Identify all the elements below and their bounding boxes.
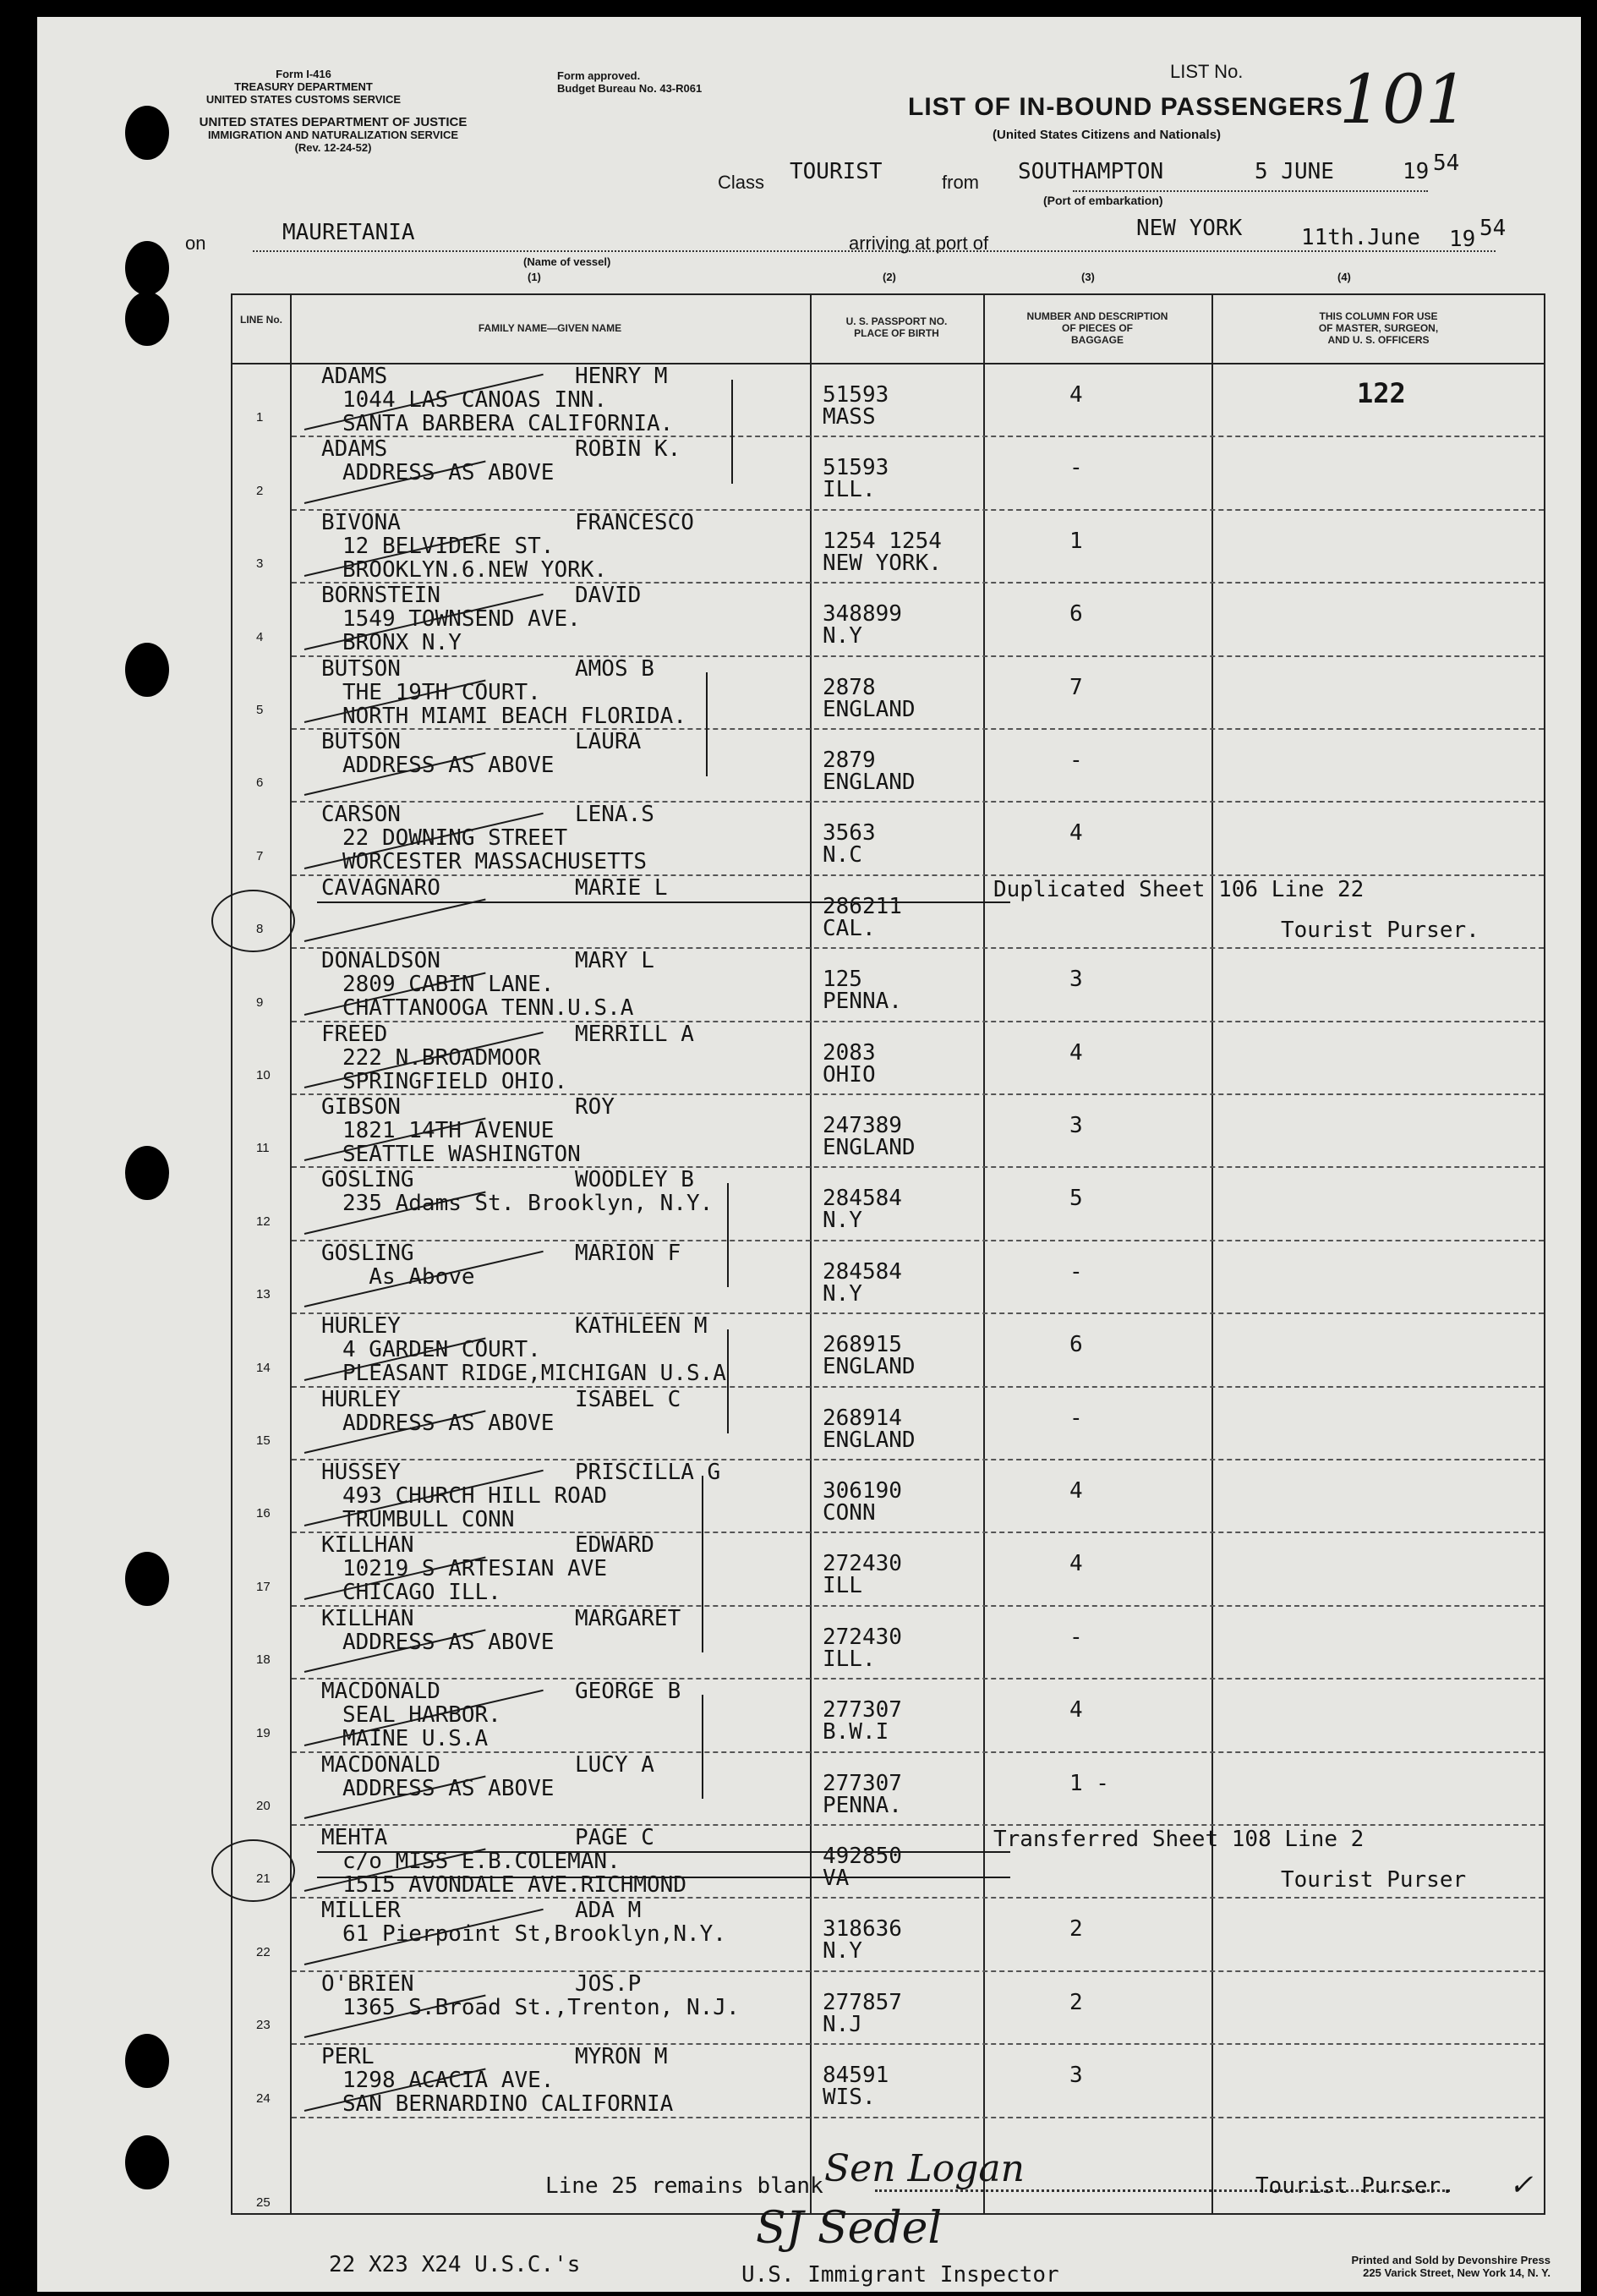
place-of-birth: N.C — [823, 842, 862, 868]
punch-hole — [125, 1146, 169, 1200]
place-of-birth: N.J — [823, 2012, 862, 2037]
title-subtitle: (United States Citizens and Nationals) — [993, 128, 1222, 142]
line-number: 2 — [256, 484, 264, 498]
family-name: MACDONALD — [321, 1679, 440, 1704]
col-header-officers — [1216, 310, 1541, 346]
baggage-count: 4 — [1069, 1697, 1083, 1723]
passport-number: 277307 — [823, 1771, 902, 1796]
row-divider — [292, 874, 1544, 876]
form-number: Form I-416 — [276, 68, 331, 80]
immigration-service: IMMIGRATION AND NATURALIZATION SERVICE — [207, 129, 459, 141]
place-of-birth: VA — [823, 1866, 850, 1891]
line-number: 14 — [256, 1361, 271, 1375]
arrival-year: 54 — [1479, 216, 1507, 241]
baggage-count: 2 — [1069, 1916, 1083, 1942]
punch-hole — [125, 241, 169, 295]
family-name: GIBSON — [321, 1094, 401, 1120]
given-name: HENRY M — [575, 364, 668, 389]
given-name: JOS.P — [575, 1971, 642, 1997]
row-divider — [292, 1166, 1544, 1168]
baggage-count: 5 — [1069, 1186, 1083, 1211]
family-bracket — [702, 1476, 703, 1652]
row-divider — [292, 509, 1544, 511]
passport-number: 2878 — [823, 675, 876, 700]
line-25-purser: Tourist Purser. — [1255, 2173, 1454, 2199]
line-number: 19 — [256, 1726, 271, 1740]
address-line: MAINE U.S.A — [342, 1726, 489, 1751]
baggage-count: - — [1069, 455, 1083, 480]
col-index-3: (3) — [1081, 271, 1095, 283]
row-divider — [292, 728, 1544, 730]
line-number: 23 — [256, 2018, 271, 2032]
row-divider — [292, 1386, 1544, 1388]
given-name: MERRILL A — [575, 1022, 694, 1047]
given-name: DAVID — [575, 583, 642, 608]
circle-mark — [211, 890, 295, 952]
family-bracket — [727, 1329, 729, 1433]
given-name: EDWARD — [575, 1532, 654, 1558]
family-name: BIVONA — [321, 510, 401, 535]
header-divider — [232, 363, 1544, 364]
line-number: 11 — [256, 1141, 270, 1155]
purser-signature: Sen Logan — [824, 2147, 1025, 2190]
list-number-label: LIST No. — [1170, 61, 1244, 82]
place-of-birth: OHIO — [823, 1062, 876, 1088]
treasury-department: TREASURY DEPARTMENT — [234, 80, 373, 93]
address-line: 1821 14TH AVENUE — [342, 1118, 555, 1143]
punch-hole — [125, 106, 169, 160]
given-name: ISABEL C — [575, 1387, 681, 1412]
address-line: 10219 S ARTESIAN AVE — [342, 1556, 608, 1581]
punch-hole — [125, 292, 169, 346]
passport-number: 286211 — [823, 894, 902, 919]
address-line: SAN BERNARDINO CALIFORNIA — [342, 2091, 674, 2117]
given-name: MARGARET — [575, 1606, 681, 1631]
col-header-officers-line1: THIS COLUMN FOR USE — [1319, 310, 1438, 322]
baggage-count: Duplicated Sheet 106 Line 22 — [993, 877, 1365, 902]
baggage-count: 3 — [1069, 967, 1083, 992]
family-name: BUTSON — [321, 729, 401, 754]
given-name: MYRON M — [575, 2044, 668, 2069]
row-divider — [292, 2117, 1544, 2118]
passport-number: 277857 — [823, 1990, 902, 2015]
passport-number: 272430 — [823, 1551, 902, 1576]
col-header-passport-line1: U. S. PASSPORT NO. — [845, 315, 948, 327]
address-line: 222 N.BROADMOOR — [342, 1045, 541, 1071]
family-name: GOSLING — [321, 1241, 414, 1266]
address-line: 22 DOWNING STREET — [342, 825, 568, 851]
given-name: WOODLEY B — [575, 1167, 694, 1192]
circle-mark — [211, 1839, 295, 1902]
line-number: 8 — [256, 922, 264, 936]
row-divider — [292, 1312, 1544, 1314]
row-divider — [292, 801, 1544, 803]
arrival-port: NEW YORK — [1136, 216, 1243, 241]
baggage-count: - — [1069, 1625, 1083, 1650]
arriving-label: arriving at port of — [849, 233, 989, 254]
passport-number: 51593 — [823, 382, 889, 408]
col-header-officers-line3: AND U. S. OFFICERS — [1327, 334, 1430, 346]
family-name: MILLER — [321, 1898, 401, 1923]
address-line: ADDRESS AS ABOVE — [342, 1776, 555, 1801]
address-line: As Above — [342, 1264, 475, 1290]
family-name: BORNSTEIN — [321, 583, 440, 608]
row-divider — [292, 436, 1544, 437]
row-divider — [292, 1897, 1544, 1899]
baggage-count: - — [1069, 1259, 1083, 1285]
place-of-birth: PENNA. — [823, 989, 902, 1014]
row-divider — [292, 947, 1544, 949]
officer-note: Tourist Purser — [1281, 1867, 1467, 1893]
baggage-count: 4 — [1069, 382, 1083, 408]
family-name: ADAMS — [321, 364, 388, 389]
family-name: KILLHAN — [321, 1532, 414, 1558]
baggage-count: 4 — [1069, 1478, 1083, 1504]
officer-note: Tourist Purser. — [1281, 918, 1479, 943]
address-line: CHICAGO ILL. — [342, 1580, 501, 1605]
passport-number: 348899 — [823, 601, 902, 627]
family-bracket — [706, 672, 708, 776]
line-number: 21 — [256, 1871, 271, 1886]
given-name: MARION F — [575, 1241, 681, 1266]
form-approved-label: Form approved. — [557, 69, 641, 82]
family-name: BUTSON — [321, 656, 401, 682]
passport-number: 125 — [823, 967, 862, 992]
address-line: BRONX N.Y — [342, 630, 462, 655]
printer-name: Printed and Sold by Devonshire Press — [1351, 2254, 1551, 2266]
address-line: CHATTANOOGA TENN.U.S.A — [342, 995, 634, 1021]
address-line: 493 CHURCH HILL ROAD — [342, 1483, 608, 1509]
row-divider — [292, 1824, 1544, 1826]
family-name: DONALDSON — [321, 948, 440, 973]
col-header-line-no: LINE No. — [240, 314, 282, 326]
footer-count: 22 X23 X24 U.S.C.'s — [329, 2252, 581, 2277]
line-number: 24 — [256, 2091, 271, 2106]
family-name: KILLHAN — [321, 1606, 414, 1631]
baggage-count: 6 — [1069, 601, 1083, 627]
form-approval — [557, 69, 811, 95]
baggage-count: 2 — [1069, 1990, 1083, 2015]
passport-number: 2879 — [823, 748, 876, 773]
place-of-birth: N.Y — [823, 1208, 862, 1233]
line-25-checkmark: ✓ — [1509, 2168, 1534, 2202]
baggage-count: 4 — [1069, 1040, 1083, 1066]
punch-hole — [125, 1552, 169, 1606]
family-name: HUSSEY — [321, 1460, 401, 1485]
passport-number: 318636 — [823, 1916, 902, 1942]
customs-service: UNITED STATES CUSTOMS SERVICE — [205, 93, 402, 106]
given-name: PAGE C — [575, 1825, 654, 1850]
page-title: LIST OF IN-BOUND PASSENGERS — [908, 93, 1343, 121]
address-line: PLEASANT RIDGE,MICHIGAN U.S.A — [342, 1361, 726, 1386]
baggage-count: - — [1069, 748, 1083, 773]
printer-imprint — [1212, 2254, 1551, 2279]
col-header-officers-line2: OF MASTER, SURGEON, — [1318, 322, 1439, 334]
line-number: 10 — [256, 1068, 271, 1082]
col-header-baggage-line2: OF PIECES OF — [1061, 322, 1133, 334]
baggage-count: 1 — [1069, 529, 1083, 554]
col-header-baggage-line3: BAGGAGE — [1070, 334, 1124, 346]
address-line: TRUMBULL CONN — [342, 1507, 515, 1532]
address-line: 2809 CABIN LANE. — [342, 972, 555, 997]
place-of-birth: ILL. — [823, 1647, 876, 1672]
officer-note: 122 — [1357, 377, 1406, 409]
col-index-4: (4) — [1337, 271, 1351, 283]
strike-line — [317, 1851, 1010, 1853]
given-name: ROY — [575, 1094, 615, 1120]
place-of-birth: N.Y — [823, 623, 862, 649]
baggage-count: Transferred Sheet 108 Line 2 — [993, 1827, 1365, 1852]
printer-address: 225 Varick Street, New York 14, N. Y. — [1363, 2266, 1551, 2279]
col-index-2: (2) — [883, 271, 896, 283]
given-name: AMOS B — [575, 656, 654, 682]
row-divider — [292, 1532, 1544, 1533]
line-number-25: 25 — [256, 2195, 271, 2210]
given-name: FRANCESCO — [575, 510, 694, 535]
line-number: 20 — [256, 1799, 271, 1813]
family-name: HURLEY — [321, 1313, 401, 1339]
address-line: 1515 AVONDALE AVE.RICHMOND — [342, 1872, 686, 1898]
address-line: 235 Adams St. Brooklyn, N.Y. — [342, 1191, 714, 1216]
budget-bureau-number: Budget Bureau No. 43-R061 — [557, 82, 703, 95]
departure-year-prefix: 19 — [1403, 159, 1430, 184]
row-divider — [292, 1678, 1544, 1680]
line-number: 15 — [256, 1433, 271, 1448]
baggage-count: 3 — [1069, 2063, 1083, 2088]
address-line: 4 GARDEN COURT. — [342, 1337, 541, 1362]
given-name: ADA M — [575, 1898, 642, 1923]
place-of-birth: ENGLAND — [823, 1135, 916, 1160]
row-divider — [292, 1093, 1544, 1095]
strike-line — [317, 901, 1010, 903]
family-name: O'BRIEN — [321, 1971, 414, 1997]
on-label: on — [185, 233, 206, 254]
list-number: 101 — [1339, 60, 1468, 139]
col-header-baggage — [987, 310, 1207, 346]
class-value: TOURIST — [790, 159, 883, 184]
family-name: ADAMS — [321, 436, 388, 462]
passport-number: 268914 — [823, 1406, 902, 1431]
family-name: FREED — [321, 1022, 388, 1047]
baggage-count: 6 — [1069, 1332, 1083, 1357]
passport-number: 51593 — [823, 455, 889, 480]
address-line: SANTA BARBERA CALIFORNIA. — [342, 411, 674, 436]
line-number: 18 — [256, 1652, 271, 1667]
form-header-treasury — [168, 68, 439, 106]
vessel-caption: (Name of vessel) — [523, 255, 611, 268]
baggage-count: 3 — [1069, 1113, 1083, 1138]
place-of-birth: B.W.I — [823, 1719, 889, 1745]
line-25-remark: Line 25 remains blank — [545, 2173, 823, 2199]
place-of-birth: N.Y — [823, 1938, 862, 1964]
line-number: 12 — [256, 1214, 271, 1229]
line-number: 5 — [256, 703, 264, 717]
baggage-count: 1 - — [1069, 1771, 1109, 1796]
passport-number: 3563 — [823, 820, 876, 846]
place-of-birth: MASS — [823, 404, 876, 430]
place-of-birth: NEW YORK. — [823, 551, 942, 576]
row-divider — [292, 1970, 1544, 1972]
given-name: GEORGE B — [575, 1679, 681, 1704]
place-of-birth: ILL. — [823, 477, 876, 502]
place-of-birth: WIS. — [823, 2085, 876, 2110]
col-index-1: (1) — [528, 271, 541, 283]
family-name: CAVAGNARO — [321, 875, 440, 901]
row-divider — [292, 1240, 1544, 1241]
passport-number: 277307 — [823, 1697, 902, 1723]
address-line: THE 19TH COURT. — [342, 680, 541, 705]
address-line: 1298 ACACIA AVE. — [342, 2068, 555, 2093]
passport-number: 492850 — [823, 1844, 902, 1869]
passport-number: 1254 1254 — [823, 529, 942, 554]
baggage-count: - — [1069, 1406, 1083, 1431]
line-number: 6 — [256, 775, 264, 790]
baggage-count: 4 — [1069, 1551, 1083, 1576]
punch-hole — [125, 2034, 169, 2088]
line-number: 17 — [256, 1580, 271, 1594]
address-line: 1549 TOWNSEND AVE. — [342, 606, 581, 632]
punch-hole — [125, 2135, 169, 2189]
address-line: ADDRESS AS ABOVE — [342, 460, 555, 485]
address-line: 12 BELVIDERE ST. — [342, 534, 555, 559]
row-divider — [292, 1605, 1544, 1607]
departure-year: 54 — [1433, 151, 1460, 176]
immigrant-inspector-label: U.S. Immigrant Inspector — [741, 2262, 1059, 2288]
col-header-passport — [814, 315, 979, 339]
place-of-birth: ENGLAND — [823, 1427, 916, 1453]
address-line: c/o MISS E.B.COLEMAN. — [342, 1849, 621, 1874]
address-line: ADDRESS AS ABOVE — [342, 1411, 555, 1436]
manifest-sheet — [37, 17, 1581, 2292]
line-number: 13 — [256, 1287, 271, 1301]
given-name: MARIE L — [575, 875, 668, 901]
row-divider — [292, 582, 1544, 584]
address-line: ADDRESS AS ABOVE — [342, 1630, 555, 1655]
place-of-birth: N.Y — [823, 1281, 862, 1307]
place-of-birth: CAL. — [823, 916, 876, 941]
address-line: 1044 LAS CANOAS INN. — [342, 387, 608, 413]
family-name: HURLEY — [321, 1387, 401, 1412]
passport-number: 284584 — [823, 1186, 902, 1211]
place-of-birth: CONN — [823, 1500, 876, 1526]
class-label: Class — [718, 172, 765, 193]
family-name: CARSON — [321, 802, 401, 827]
line-number: 4 — [256, 630, 264, 644]
row-divider — [292, 1021, 1544, 1022]
passport-number: 2083 — [823, 1040, 876, 1066]
vessel-underline — [253, 250, 1496, 252]
row-divider — [292, 1459, 1544, 1460]
line-number: 9 — [256, 995, 264, 1010]
given-name: KATHLEEN M — [575, 1313, 708, 1339]
col-header-passport-line2: PLACE OF BIRTH — [854, 327, 939, 339]
passport-number: 306190 — [823, 1478, 902, 1504]
row-divider — [292, 655, 1544, 657]
address-line: SPRINGFIELD OHIO. — [342, 1069, 568, 1094]
line-number: 3 — [256, 556, 264, 571]
line-number: 1 — [256, 410, 264, 425]
address-line: NORTH MIAMI BEACH FLORIDA. — [342, 704, 686, 729]
form-header-justice — [172, 116, 494, 154]
passport-number: 84591 — [823, 2063, 889, 2088]
address-line: 1365 S.Broad St.,Trenton, N.J. — [342, 1995, 740, 2020]
col-header-name: FAMILY NAME—GIVEN NAME — [478, 322, 622, 334]
from-underline — [1073, 190, 1428, 192]
arrival-year-prefix: 19 — [1449, 227, 1476, 252]
place-of-birth: ILL — [823, 1573, 862, 1598]
address-line: 61 Pierpoint St,Brooklyn,N.Y. — [342, 1921, 726, 1947]
from-label: from — [942, 172, 979, 193]
given-name: LAURA — [575, 729, 642, 754]
given-name: MARY L — [575, 948, 654, 973]
address-line: BROOKLYN.6.NEW YORK. — [342, 557, 608, 583]
family-name: PERL — [321, 2044, 375, 2069]
family-bracket — [702, 1695, 703, 1799]
passport-number: 247389 — [823, 1113, 902, 1138]
address-line: SEATTLE WASHINGTON — [342, 1142, 581, 1167]
row-divider — [292, 2043, 1544, 2045]
place-of-birth: ENGLAND — [823, 697, 916, 722]
punch-hole — [125, 643, 169, 697]
line-number: 7 — [256, 849, 264, 863]
given-name: ROBIN K. — [575, 436, 681, 462]
row-divider — [292, 1751, 1544, 1753]
baggage-count: 4 — [1069, 820, 1083, 846]
col-header-baggage-line1: NUMBER AND DESCRIPTION — [1026, 310, 1168, 322]
form-revision: (Rev. 12-24-52) — [294, 141, 372, 154]
strike-line — [317, 1877, 1010, 1878]
baggage-count: 7 — [1069, 675, 1083, 700]
given-name: PRISCILLA G — [575, 1460, 721, 1485]
place-of-birth: ENGLAND — [823, 770, 916, 795]
address-line: SEAL HARBOR. — [342, 1702, 501, 1728]
passport-number: 268915 — [823, 1332, 902, 1357]
check-stroke — [304, 899, 486, 942]
family-name: MEHTA — [321, 1825, 388, 1850]
inspector-signature: SJ Sedel — [756, 2203, 943, 2254]
family-bracket — [727, 1183, 729, 1287]
family-name: MACDONALD — [321, 1752, 440, 1778]
family-name: GOSLING — [321, 1167, 414, 1192]
departure-date: 5 JUNE — [1255, 159, 1334, 184]
line-number: 22 — [256, 1945, 271, 1959]
port-of-embarkation: SOUTHAMPTON — [1018, 159, 1164, 184]
given-name: LUCY A — [575, 1752, 654, 1778]
address-line: ADDRESS AS ABOVE — [342, 753, 555, 778]
address-line: WORCESTER MASSACHUSETTS — [342, 849, 648, 874]
line-number: 16 — [256, 1506, 271, 1521]
passport-number: 284584 — [823, 1259, 902, 1285]
place-of-birth: ENGLAND — [823, 1354, 916, 1379]
justice-department: UNITED STATES DEPARTMENT OF JUSTICE — [199, 115, 468, 129]
given-name: LENA.S — [575, 802, 654, 827]
passport-number: 272430 — [823, 1625, 902, 1650]
place-of-birth: PENNA. — [823, 1793, 902, 1818]
vessel-name: MAURETANIA — [282, 220, 415, 245]
arrival-date: 11th.June — [1301, 225, 1420, 250]
passenger-table — [231, 293, 1545, 2215]
family-bracket — [731, 380, 733, 484]
embarkation-caption: (Port of embarkation) — [1043, 194, 1163, 207]
